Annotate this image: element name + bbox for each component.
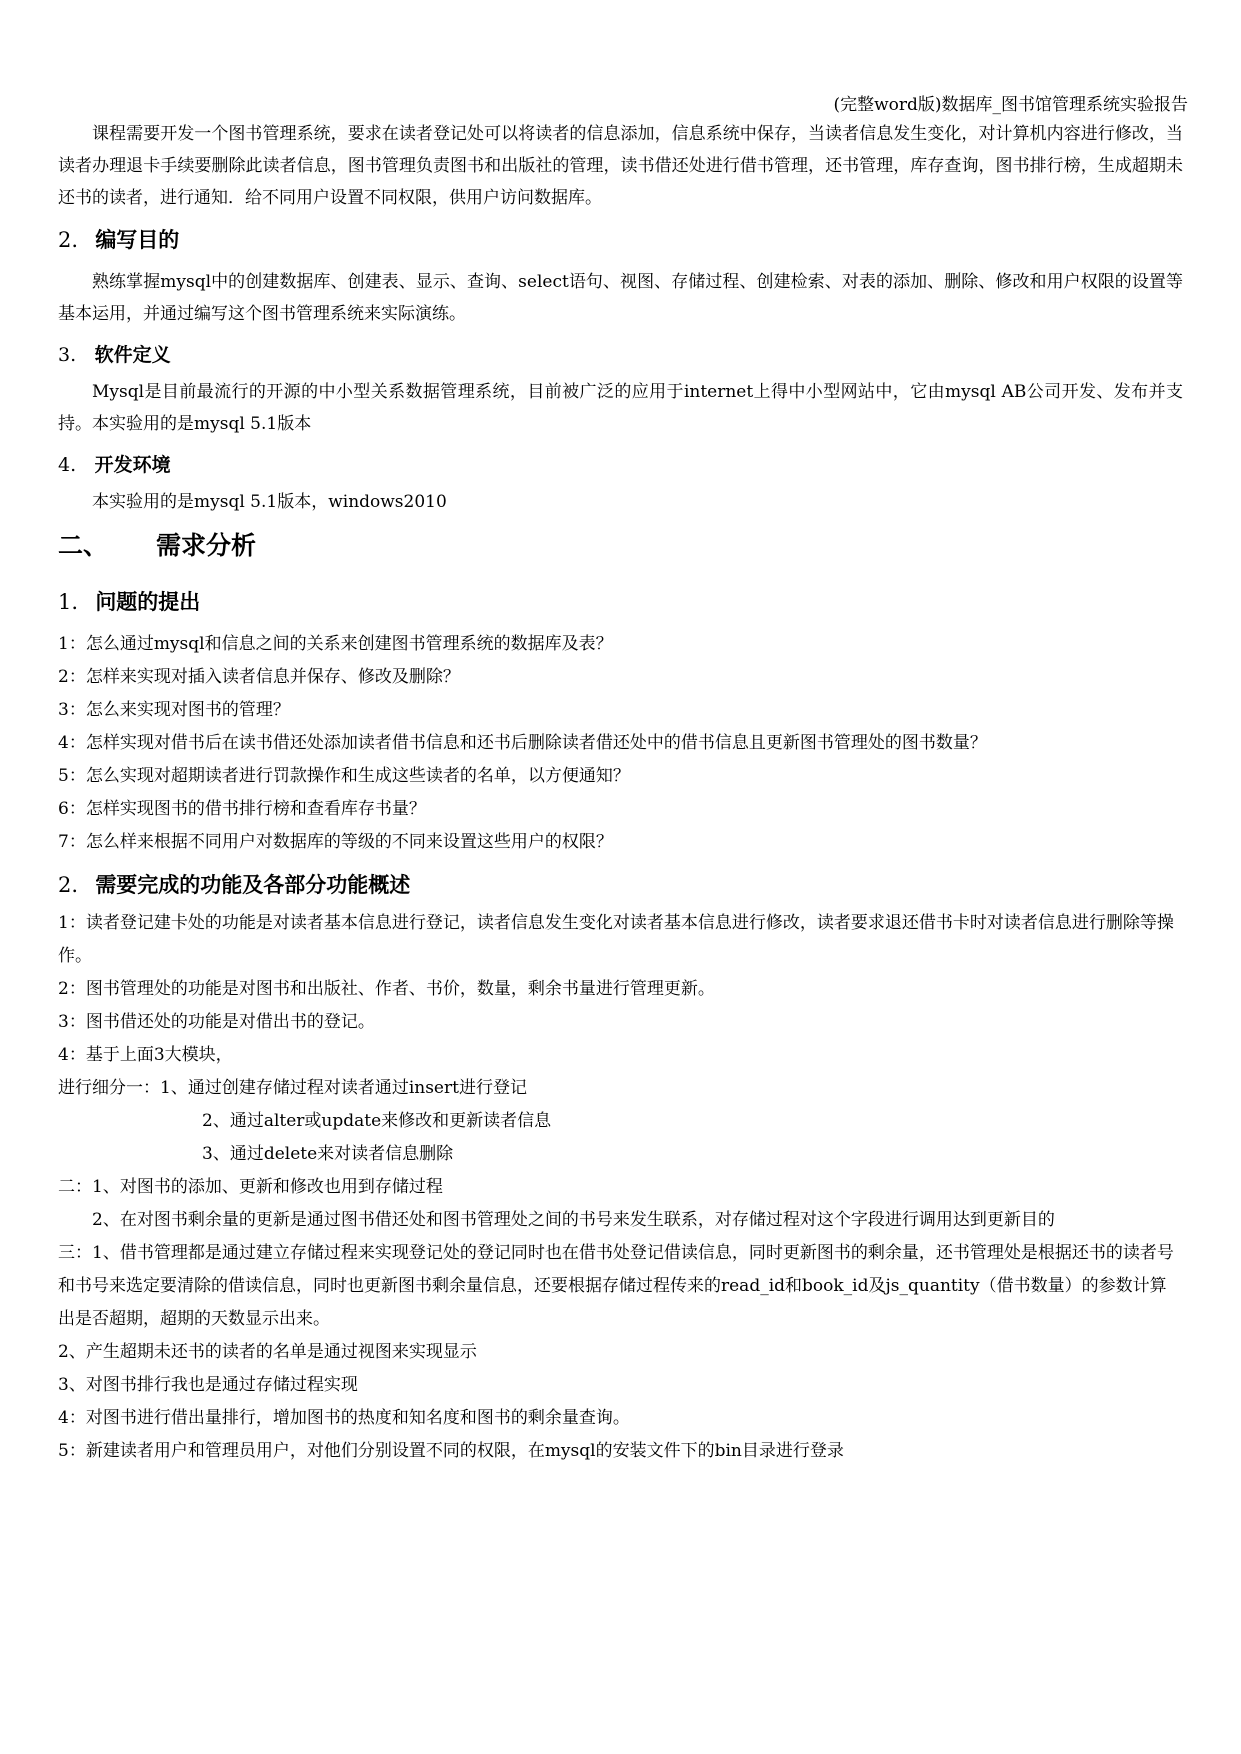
chapter-heading-requirements bbox=[58, 530, 1183, 562]
running-header: (完整word版)数据库_图书馆管理系统实验报告 bbox=[833, 95, 1188, 115]
function-detail: 5：新建读者用户和管理员用户，对他们分别设置不同的权限，在mysql的安装文件下的bin目录进行登录 bbox=[58, 1441, 844, 1461]
purpose-paragraph: 熟练掌握mysql中的创建数据库、创建表、显示、查询、select语句、视图、存储过程、创建检索、对表的添加、删除、修改和用户权限的设置等基本运用，并通过编写这个图书管理系统来实际演练。 bbox=[58, 272, 1183, 324]
function-item: 2：图书管理处的功能是对图书和出版社、作者、书价，数量，剩余书量进行管理更新。 bbox=[58, 979, 715, 999]
problem-item: 3：怎么来实现对图书的管理？ bbox=[58, 700, 290, 720]
intro-paragraph: 课程需要开发一个图书管理系统，要求在读者登记处可以将读者的信息添加，信息系统中保存，当读者信息发生变化，对计算机内容进行修改，当读者办理退卡手续要删除此读者信息，图书管理负责图书和出版社的管理，读书借还处进行借书管理，还书管理，库存查询，图书排行榜，生成超期未还书的读者，进行通知．给不同用户设置不同权限，供用户访问数据库。 bbox=[58, 124, 1183, 208]
problem-item: 6：怎样实现图书的借书排行榜和查看库存书量？ bbox=[58, 799, 426, 819]
section-heading-functions bbox=[58, 871, 1183, 899]
function-detail: 3、对图书排行我也是通过存储过程实现 bbox=[58, 1375, 358, 1395]
section-heading-definition bbox=[58, 342, 1183, 368]
section-title: 开发环境 bbox=[94, 454, 171, 476]
function-item: 4：基于上面3大模块， bbox=[58, 1045, 233, 1065]
section-number: 1. bbox=[58, 590, 79, 614]
problem-item: 4：怎样实现对借书后在读书借还处添加读者借书信息和还书后删除读者借还处中的借书信息且更新图书管理处的图书数量？ bbox=[58, 733, 987, 753]
section-number: 4. bbox=[58, 454, 77, 476]
function-detail: 进行细分一：1、通过创建存储过程对读者通过insert进行登记 bbox=[58, 1078, 527, 1098]
section-number: 3. bbox=[58, 344, 77, 366]
function-detail: 三：1、借书管理都是通过建立存储过程来实现登记处的登记同时也在借书处登记借读信息，同时更新图书的剩余量，还书管理处是根据还书的读者号和书号来选定要清除的借读信息，同时也更新图书剩余量信息，还要根据存储过程传来的read_id和book_id及js_quantity（借书数量）的参数计算出是否超期，超期的天数显示出来。 bbox=[58, 1243, 1174, 1329]
problem-item: 7：怎么样来根据不同用户对数据库的等级的不同来设置这些用户的权限？ bbox=[58, 832, 613, 852]
function-detail: 2、产生超期未还书的读者的名单是通过视图来实现显示 bbox=[58, 1342, 477, 1362]
function-item: 3：图书借还处的功能是对借出书的登记。 bbox=[58, 1012, 375, 1032]
section-number: 2. bbox=[58, 228, 79, 252]
function-detail: 4：对图书进行借出量排行，增加图书的热度和知名度和图书的剩余量查询。 bbox=[58, 1408, 630, 1428]
section-title: 问题的提出 bbox=[95, 590, 201, 614]
environment-paragraph: 本实验用的是mysql 5.1版本，windows2010 bbox=[92, 492, 447, 512]
function-detail: 二：1、对图书的添加、更新和修改也用到存储过程 bbox=[58, 1177, 443, 1197]
problem-item: 5：怎么实现对超期读者进行罚款操作和生成这些读者的名单，以方便通知？ bbox=[58, 766, 630, 786]
section-title: 软件定义 bbox=[94, 344, 171, 366]
function-detail: 2、通过alter或update来修改和更新读者信息 bbox=[202, 1111, 552, 1131]
section-heading-purpose bbox=[58, 226, 1183, 254]
problem-item: 2：怎样来实现对插入读者信息并保存、修改及删除？ bbox=[58, 667, 460, 687]
section-heading-environment bbox=[58, 452, 1183, 478]
chapter-title: 需求分析 bbox=[156, 531, 257, 560]
function-detail: 3、通过delete来对读者信息删除 bbox=[202, 1144, 454, 1164]
section-title: 编写目的 bbox=[95, 228, 180, 252]
problem-item: 1：怎么通过mysql和信息之间的关系来创建图书管理系统的数据库及表？ bbox=[58, 634, 613, 654]
definition-paragraph: Mysql是目前最流行的开源的中小型关系数据管理系统，目前被广泛的应用于internet上得中小型网站中，它由mysql AB公司开发、发布并支持。本实验用的是mysql 5.1版本 bbox=[58, 382, 1183, 434]
section-title: 需要完成的功能及各部分功能概述 bbox=[95, 873, 411, 897]
chapter-number: 二、 bbox=[58, 531, 109, 560]
document-body bbox=[58, 118, 1183, 1468]
section-number: 2. bbox=[58, 873, 79, 897]
section-heading-problems bbox=[58, 588, 1183, 616]
function-item: 1：读者登记建卡处的功能是对读者基本信息进行登记，读者信息发生变化对读者基本信息进行修改，读者要求退还借书卡时对读者信息进行删除等操作。 bbox=[58, 913, 1174, 966]
function-detail: 2、在对图书剩余量的更新是通过图书借还处和图书管理处之间的书号来发生联系，对存储过程对这个字段进行调用达到更新目的 bbox=[92, 1210, 1055, 1230]
